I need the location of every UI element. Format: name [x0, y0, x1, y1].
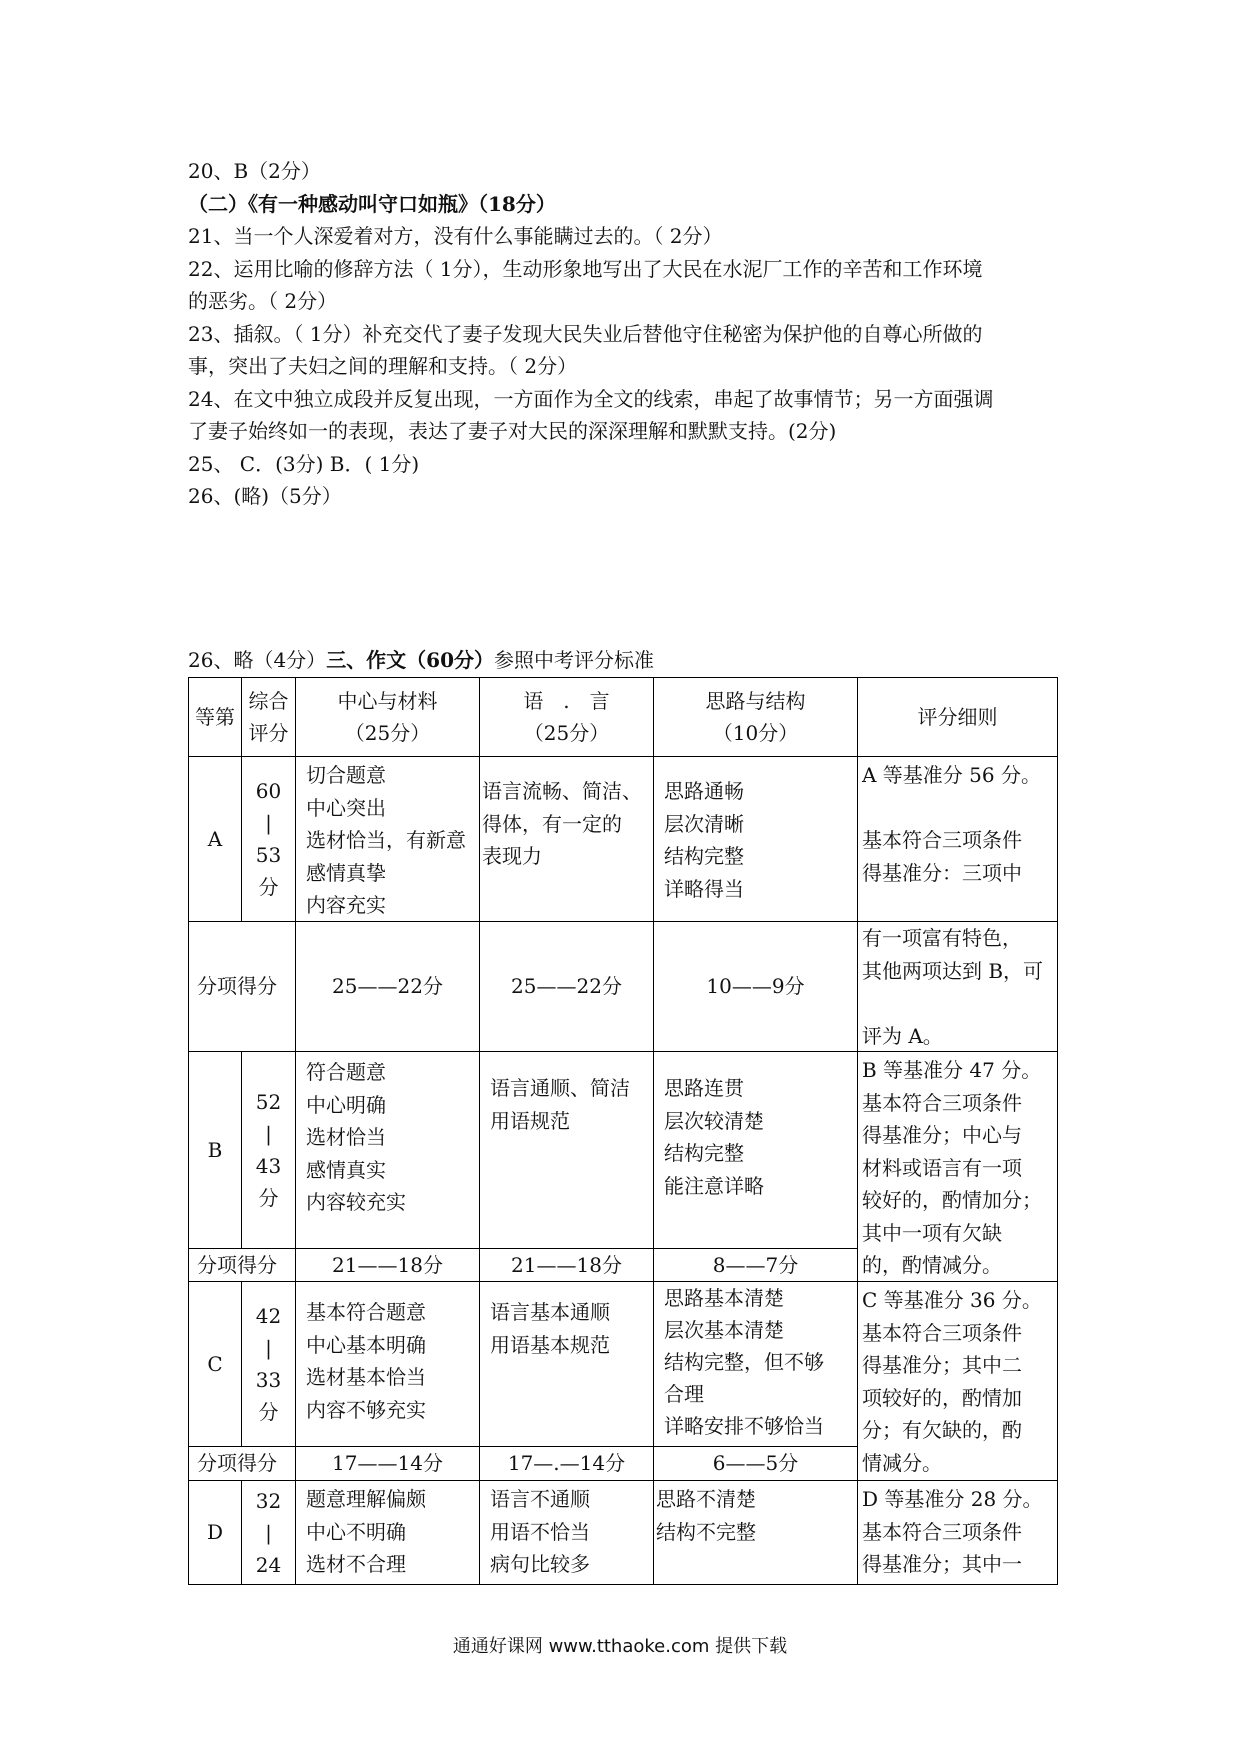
content-criteria: 切合题意 中心突出 选材恰当，有新意 感情真挚 内容充实 [295, 756, 480, 922]
grade-range: 32 | 24 [241, 1480, 296, 1585]
answer-line: 20、B（2分） [188, 159, 321, 183]
header-total: 综合 评分 [241, 677, 296, 757]
header-structure: 思路与结构 （10分） [653, 677, 858, 757]
rubric-caption: 26、略（4分）三、作文（60分）参照中考评分标准 [188, 648, 655, 672]
rules-a-top: A 等基准分 56 分。 基本符合三项条件 得基准分：三项中 [857, 756, 1058, 922]
answer-line: 22、运用比喻的修辞方法（ 1分），生动形象地写出了大民在水泥厂工作的辛苦和工作环境 [188, 256, 983, 281]
grade-range: 60 | 53 分 [241, 756, 296, 922]
answer-line: 23、插叙。（ 1分）补充交代了妻子发现大民失业后替他守住秘密为保护他的自尊心所做的 [188, 321, 983, 346]
language-criteria: 语言通顺、简洁 用语规范 [479, 1051, 654, 1249]
answer-line: 事，突出了夫妇之间的理解和支持。（ 2分） [188, 354, 578, 378]
language-criteria: 语言基本通顺 用语基本规范 [479, 1281, 654, 1447]
subscore-structure: 6——5分 [653, 1446, 858, 1481]
rules-d: D 等基准分 28 分。 基本符合三项条件 得基准分；其中一 [857, 1480, 1058, 1585]
grade-label: B [188, 1051, 242, 1249]
grade-label: D [188, 1480, 242, 1585]
grade-label: A [188, 756, 242, 922]
subscore-language: 25——22分 [479, 921, 654, 1052]
answer-key [188, 155, 1068, 513]
answer-line: 24、在文中独立成段并反复出现，一方面作为全文的线索，串起了故事情节；另一方面强调 [188, 386, 994, 411]
rules-b: B 等基准分 47 分。 基本符合三项条件 得基准分；中心与 材料或语言有一项 较好的，酌情加分； 其中一项有欠缺 的，酌情减分。 [857, 1051, 1058, 1282]
structure-criteria: 思路连贯 层次较清楚 结构完整 能注意详略 [653, 1051, 858, 1249]
answer-line: 25、 C．(3分) B．( 1分) [188, 451, 420, 476]
subscore-label: 分项得分 [188, 921, 296, 1052]
subscore-content: 25——22分 [295, 921, 480, 1052]
answer-line: 26、(略)（5分） [188, 484, 342, 508]
subscore-language: 21——18分 [479, 1248, 654, 1282]
header-content: 中心与材料 （25分） [295, 677, 480, 757]
grade-label: C [188, 1281, 242, 1447]
subscore-label: 分项得分 [188, 1446, 296, 1481]
content-criteria: 基本符合题意 中心基本明确 选材基本恰当 内容不够充实 [295, 1281, 480, 1447]
header-grade: 等第 [188, 677, 242, 757]
subscore-content: 17——14分 [295, 1446, 480, 1481]
structure-criteria: 思路通畅 层次清晰 结构完整 详略得当 [653, 756, 858, 922]
subscore-content: 21——18分 [295, 1248, 480, 1282]
rules-a-bottom: 有一项富有特色， 其他两项达到 B，可 评为 A。 [857, 921, 1058, 1052]
language-criteria: 语言不通顺 用语不恰当 病句比较多 [479, 1480, 654, 1585]
grade-range: 42 | 33 分 [241, 1281, 296, 1447]
subscore-language: 17—.—14分 [479, 1446, 654, 1481]
subscore-label: 分项得分 [188, 1248, 296, 1282]
subscore-structure: 8——7分 [653, 1248, 858, 1282]
grade-range: 52 | 43 分 [241, 1051, 296, 1249]
content-criteria: 符合题意 中心明确 选材恰当 感情真实 内容较充实 [295, 1051, 480, 1249]
answer-line: 了妻子始终如一的表现，表达了妻子对大民的深深理解和默默支持。(2分) [188, 419, 837, 443]
header-language: 语 . 言 （25分） [479, 677, 654, 757]
structure-criteria: 思路不清楚 结构不完整 [653, 1480, 858, 1585]
answer-line: 的恶劣。（ 2分） [188, 289, 338, 313]
section-heading: （二）《有一种感动叫守口如瓶》（18分） [188, 191, 556, 216]
language-criteria: 语言流畅、简洁、 得体，有一定的 表现力 [479, 756, 654, 922]
structure-criteria: 思路基本清楚 层次基本清楚 结构完整，但不够 合理 详略安排不够恰当 [653, 1281, 858, 1447]
scoring-rubric-table [188, 677, 1058, 1587]
rules-c: C 等基准分 36 分。 基本符合三项条件 得基准分；其中二 项较好的，酌情加 分；有欠缺的，酌 情减分。 [857, 1281, 1058, 1481]
header-rules: 评分细则 [857, 677, 1058, 757]
page-footer: 通通好课网 www.tthaoke.com 提供下载 [452, 1636, 788, 1657]
answer-line: 21、当一个人深爱着对方，没有什么事能瞒过去的。（ 2分） [188, 224, 723, 248]
subscore-structure: 10——9分 [653, 921, 858, 1052]
content-criteria: 题意理解偏颇 中心不明确 选材不合理 [295, 1480, 480, 1585]
